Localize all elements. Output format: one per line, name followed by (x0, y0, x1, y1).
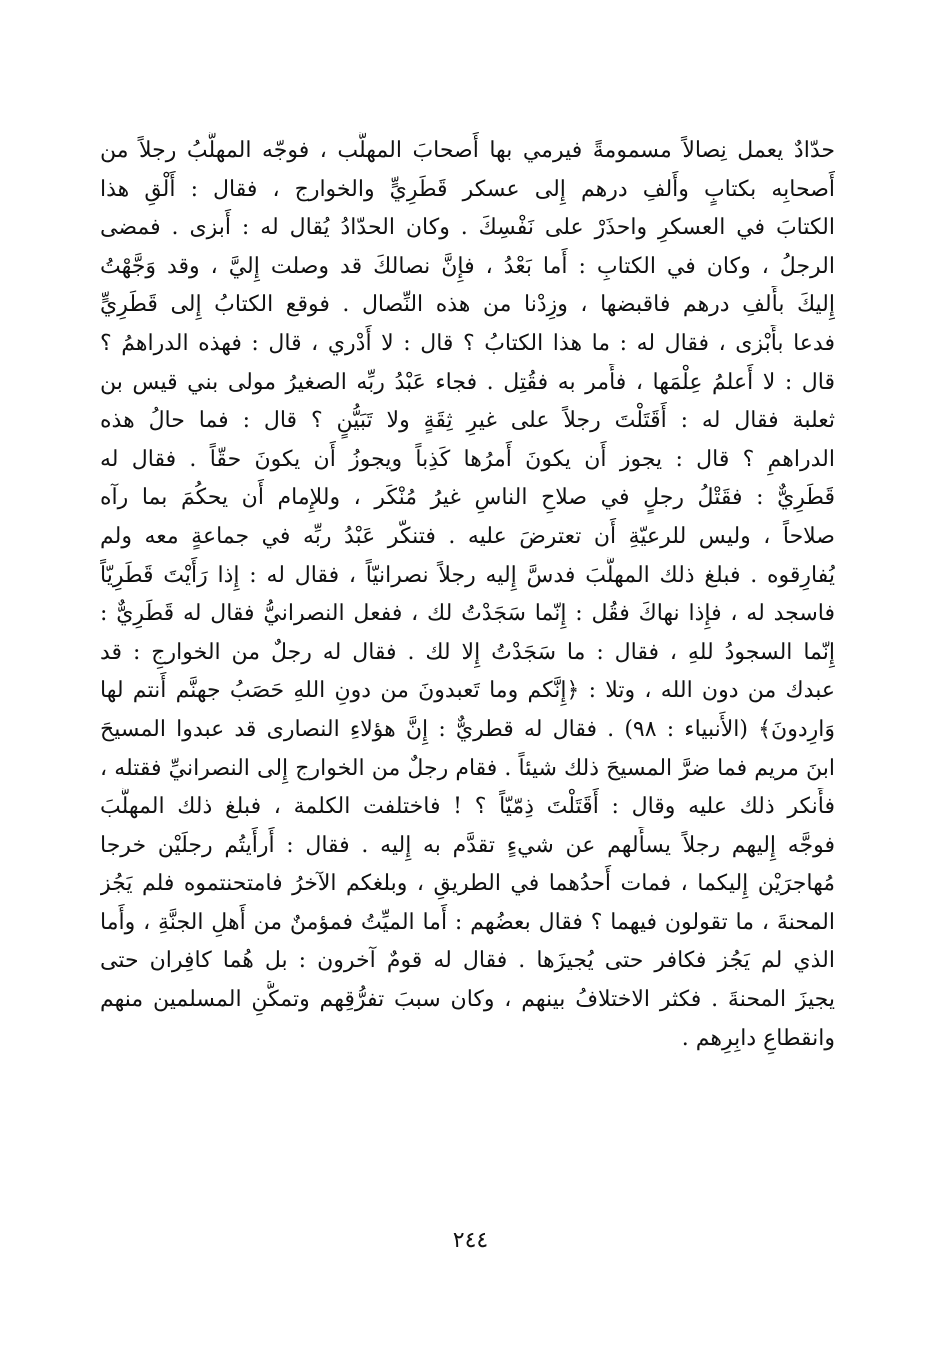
body-text (100, 132, 835, 1058)
text-line: فاسجد له ، فإِذا نهاكَ فقُل : إِنّما سَجَدْتُ لك ، ففعل النصرانيُّ فقال له قَطَرِيٌّ : (100, 601, 835, 627)
text-line: قَطَرِيٌّ : فقَتْلُ رجلٍ في صلاحِ الناسِ غيرُ مُنْكَر ، وللإِمام أَن يحكُمَ بما رآه (100, 485, 835, 511)
page-number: ٢٤٤ (452, 1228, 489, 1253)
text-line: الكتابَ في العسكرِ واحذَرْ على نَفْسِكَ . وكان الحدّادُ يُقال له : أَبزى . فمضى (100, 215, 835, 241)
text-line: عبدك من دون الله ، وتلا : ﴿إِنَّكم وما تَعبدونَ من دونِ اللهِ حَصَبُ جهنَّم أَنتم لها (100, 678, 835, 704)
text-line: فوجَّه إِليهم رجلاً يسأَلهم عن شيءٍ تقدَّم به إِليه . فقال : أَرأَيتُم رجلَيْن خرجا (100, 832, 835, 858)
text-line: الذي لم يَجُز فكافر حتى يُجيزَها . فقال له قومٌ آخرون : بل هُما كافِران حتى (100, 948, 835, 974)
text-line: حدّادٌ يعمل نِصالاً مسمومةً فيرمي بها أَصحابَ المهلَّب ، فوجّه المهلَّبُ رجلاً من (100, 138, 835, 163)
text-line: قال : لا أَعلمُ عِلْمَها ، فأَمر به فقُتِل . فجاء عَبْدُ ربِّه الصغيرُ مولى بني قيس بن (100, 369, 835, 395)
text-line: المحنةَ ، ما تقولون فيهما ؟ فقال بعضُهم : أَما الميِّتُ فمؤمنٌ من أَهلِ الجنَّةِ ، وأَما (100, 909, 835, 935)
text-line: فدعا بأَبْزى ، فقال له : ما هذا الكتابُ ؟ قال : لا أَدْري ، قال : فهذه الدراهمُ ؟ (100, 330, 835, 356)
text-line: مُهاجرَيْن إِليكما ، فمات أَحدُهما في الطريقِ ، وبلغكم الآخرُ فامتحنتموه فلم يَجُز (100, 871, 835, 897)
text-line: الرجلُ ، وكان في الكتابِ : أَما بَعْدُ ، فإِنَّ نصالكَ قد وصلت إِليَّ ، وقد وَجَّهْتُ (100, 253, 835, 279)
text-line: وَارِدونَ﴾ (الأَنبياء : ٩٨) . فقال له قطريٌّ : إِنَّ هؤلاءِ النصارى قد عبدوا المسيحَ (100, 716, 835, 742)
text-line: يجيزَ المحنةَ . فكثر الاختلافُ بينهم ، وكان سببَ تفرُّقِهم وتمكُّنِ المسلمين منهم (100, 987, 835, 1013)
text-line: يُفارِقوه . فبلغ ذلك المهلَّبَ فدسَّ إِليه رجلاً نصرانيّاً ، فقال له : إِذا رَأَيْتَ قَطَرِيّاً (100, 562, 835, 588)
text-line: أَصحابِه بكتابٍ وأَلفِ درهم إِلى عسكر قَطَرِيٍّ والخوارج ، فقال : أَلْقِ هذا (100, 176, 835, 202)
text-line: الدراهمِ ؟ قال : يجوز أَن يكونَ أَمرُها كَذِباً ويجوزُ أَن يكونَ حقّاً . فقال له (100, 446, 835, 472)
text-line: إِليكَ بأَلفِ درهم فاقبضها ، وزِدْنا من هذه النِّصال . فوقع الكتابُ إِلى قَطَرِيٍّ (100, 292, 835, 318)
text-line: ابنَ مريم فما ضرَّ المسيحَ ذلك شيئاً . فقام رجلٌ من الخوارج إِلى النصرانيِّ فقتله ، (100, 755, 835, 781)
text-line: إِنّما السجودُ للهِ ، فقال : ما سَجَدْتُ إِلا لك . فقال له رجلٌ من الخوارجِ : قد (100, 639, 835, 665)
text-line: وانقطاعِ دابِرِهم . (681, 1025, 835, 1051)
text-line: ثعلبة فقال له : أَقَتَلْتَ رجلاً على غيرِ ثِقَةٍ ولا تَبَيُّنٍ ؟ قال : فما حالُ هذه (100, 408, 835, 434)
text-line: صلاحاً ، وليس للرعيّةِ أَن تعترضَ عليه . فتنكّر عَبْدُ ربِّه في جماعةٍ معه ولم (100, 523, 835, 549)
text-line: فأَنكر ذلك عليه وقال : أَقَتَلْتَ ذِمّيّاً ؟ ! فاختلفت الكلمة ، فبلغ ذلك المهلَّبَ (100, 794, 835, 820)
